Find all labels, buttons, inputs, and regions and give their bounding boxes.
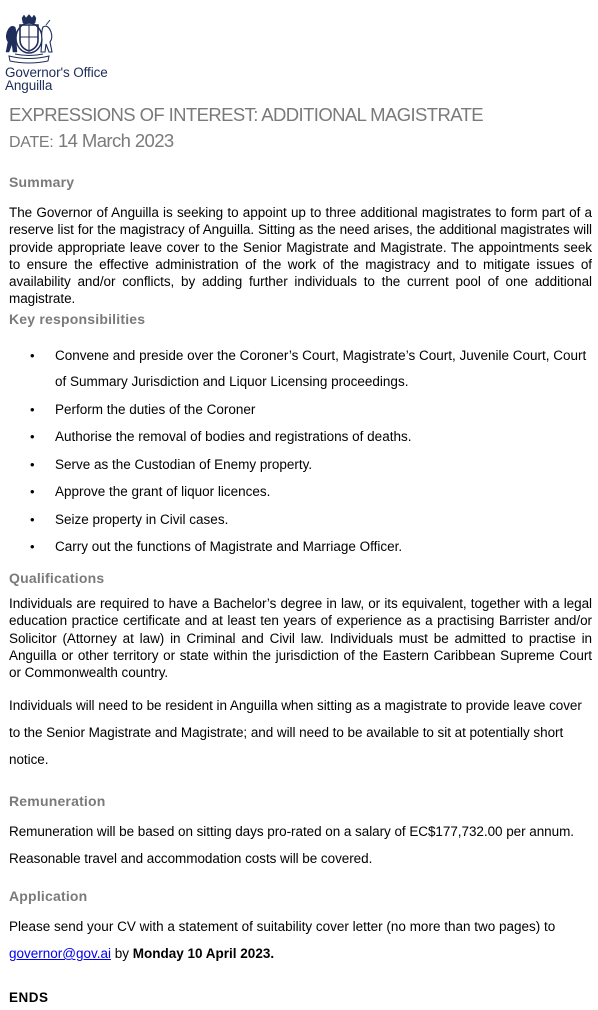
application-text-by: by xyxy=(111,946,133,961)
list-item-text: Authorise the removal of bodies and registrations of deaths. xyxy=(55,429,412,444)
application-heading: Application xyxy=(9,888,88,904)
qualifications-heading: Qualifications xyxy=(9,570,105,586)
list-item-text: Convene and preside over the Coroner’s Court, Magistrate’s Court, Juvenile Court, Court of Summary Jurisdiction and Liquor Licensing proceedings. xyxy=(55,348,587,389)
ends-marker: ENDS xyxy=(9,990,49,1005)
list-item-text: Carry out the functions of Magistrate and Marriage Officer. xyxy=(55,539,403,554)
email-link[interactable]: governor@gov.ai xyxy=(9,946,112,961)
bullet-icon: • xyxy=(30,484,35,499)
list-item xyxy=(0,534,590,560)
list-item-text: Perform the duties of the Coroner xyxy=(55,401,256,417)
remuneration-heading: Remuneration xyxy=(9,793,106,809)
bullet-icon: • xyxy=(30,429,35,444)
date-value: 14 March 2023 xyxy=(57,130,174,151)
application-text-start: Please send your CV with a statement of suitability cover letter (no more than two pages) to xyxy=(9,919,556,934)
office-name xyxy=(5,66,108,92)
list-item-text: Seize property in Civil cases. xyxy=(55,511,229,527)
bullet-icon: • xyxy=(30,348,35,363)
residency-text: Individuals will need to be resident in Anguilla when sitting as a magistrate to provide leave cover to the Senior Magistrate and Magistrate; and will need to be available to sit at potentially short notice. xyxy=(9,698,582,767)
deadline-date: Monday 10 April 2023. xyxy=(132,946,275,961)
bullet-icon: • xyxy=(30,401,35,417)
list-item xyxy=(0,424,590,450)
list-item xyxy=(0,479,590,505)
list-item xyxy=(0,343,590,395)
bullet-icon: • xyxy=(30,511,35,527)
qualifications-text: Individuals are required to have a Bachelor’s degree in law, or its equivalent, together with a legal education practice certificate and at least ten years of experience as a practising Barrister and/or Solicitor (Attorney at law) in Criminal and Civil law. Individuals must be admitted to practise in Anguilla or other territory or state within the jurisdiction of the Eastern Caribbean Supreme Court or Commonwealth country. xyxy=(9,596,592,681)
summary-text: The Governor of Anguilla is seeking to appoint up to three additional magistrates to form part of a reserve list for the magistracy of Anguilla. Sitting as the need arises, the additional magistrates will provide appropriate leave cover to the Senior Magistrate and Magistrate. The appointments seek to ensure the effective administration of the work of the magistracy and to mitigate issues of availability and/or conflicts, by adding further individuals to the current pool of one additional magistrate. xyxy=(9,205,592,307)
list-item-text: Serve as the Custodian of Enemy property. xyxy=(55,456,313,472)
list-item xyxy=(0,452,590,478)
list-item xyxy=(0,507,590,533)
bullet-icon: • xyxy=(30,539,35,554)
list-item xyxy=(0,397,590,423)
royal-crest-icon xyxy=(4,14,54,66)
list-item-text: Approve the grant of liquor licences. xyxy=(55,484,271,499)
date-label: DATE: xyxy=(9,134,54,151)
summary-heading: Summary xyxy=(9,174,75,190)
date-line xyxy=(9,130,174,152)
remuneration-text: Remuneration will be based on sitting days pro-rated on a salary of EC$177,732.00 per annum. Reasonable travel and accommodation costs will be covered. xyxy=(9,824,574,866)
application-text xyxy=(9,913,592,967)
responsibilities-list xyxy=(0,343,590,562)
office-line1: Governor's Office xyxy=(5,65,108,80)
responsibilities-heading: Key responsibilities xyxy=(9,311,146,327)
page-title: EXPRESSIONS OF INTEREST: ADDITIONAL MAGISTRATE xyxy=(9,104,484,125)
office-line2: Anguilla xyxy=(5,78,53,93)
bullet-icon: • xyxy=(30,456,35,472)
